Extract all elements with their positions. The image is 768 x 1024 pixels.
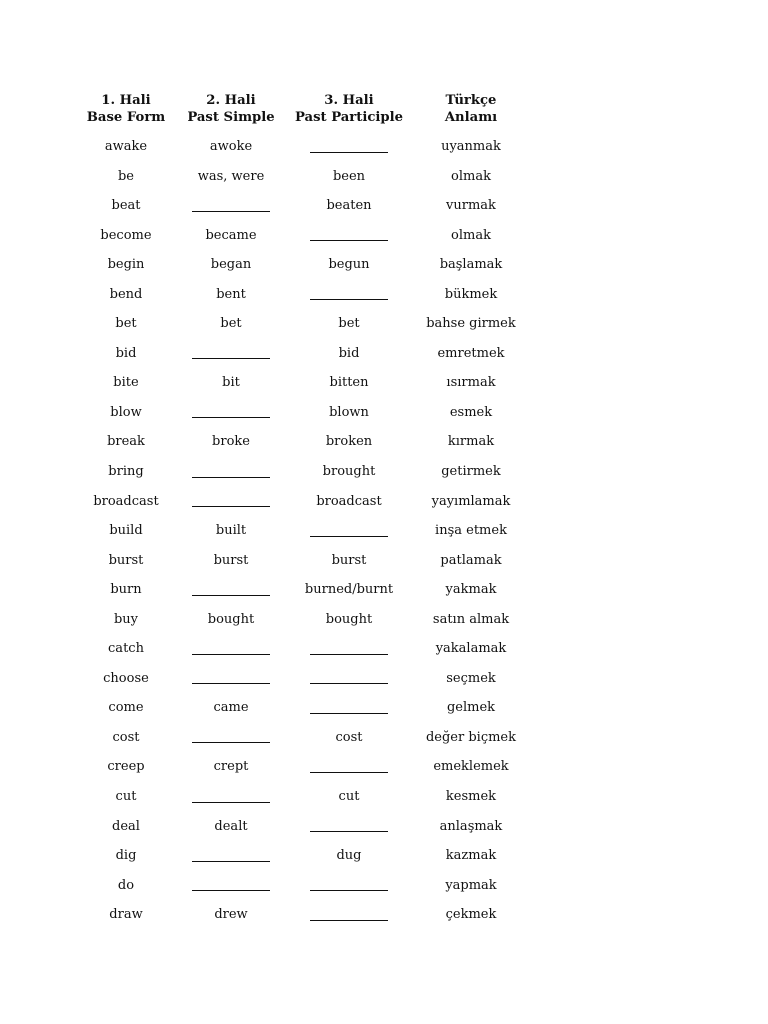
- blank-line[interactable]: [310, 910, 388, 921]
- cell-past-participle: bitten: [329, 375, 369, 391]
- table-row: [66, 581, 594, 611]
- cell-past-participle: burned/burnt: [304, 582, 394, 598]
- cell-past-participle: [276, 138, 422, 156]
- cell-past-participle: [276, 286, 422, 304]
- blank-line[interactable]: [192, 348, 270, 359]
- verb-table: [66, 92, 594, 936]
- cell-past-participle: [276, 670, 422, 688]
- cell-base-form: buy: [113, 611, 139, 627]
- blank-line[interactable]: [310, 673, 388, 684]
- cell-past-participle: bet: [338, 316, 360, 332]
- cell-turkish-meaning: vurmak: [446, 198, 496, 214]
- table-row: [66, 847, 594, 877]
- cell-past-simple: built: [215, 523, 247, 539]
- cell-past-participle: begun: [328, 257, 370, 273]
- header-past-participle: [276, 92, 422, 128]
- cell-past-simple: burst: [213, 552, 249, 568]
- cell-past-participle: bid: [338, 345, 360, 361]
- cell-turkish-meaning: seçmek: [446, 670, 496, 686]
- cell-past-participle: [276, 818, 422, 836]
- blank-line[interactable]: [310, 644, 388, 655]
- cell-past-participle: [276, 699, 422, 717]
- cell-base-form: blow: [110, 404, 142, 420]
- table-row: [66, 433, 594, 463]
- cell-past-simple: was, were: [197, 168, 265, 184]
- cell-past-simple: drew: [214, 907, 248, 923]
- cell-turkish-meaning: patlamak: [440, 552, 502, 568]
- table-row: [66, 670, 594, 700]
- cell-past-simple: [186, 463, 276, 481]
- cell-past-simple: [186, 847, 276, 865]
- blank-line[interactable]: [192, 407, 270, 418]
- cell-past-simple: bet: [220, 316, 242, 332]
- cell-past-participle: cost: [335, 729, 363, 745]
- table-row: [66, 256, 594, 286]
- table-header: [66, 92, 594, 128]
- blank-line[interactable]: [310, 880, 388, 891]
- cell-base-form: come: [108, 700, 144, 716]
- table-row: [66, 640, 594, 670]
- table-row: [66, 788, 594, 818]
- cell-base-form: catch: [108, 641, 144, 657]
- cell-past-simple: [186, 581, 276, 599]
- cell-past-simple: crept: [213, 759, 249, 775]
- header-past-simple: [186, 92, 276, 128]
- cell-past-simple: [186, 670, 276, 688]
- cell-base-form: awake: [104, 139, 148, 154]
- cell-base-form: choose: [103, 670, 149, 686]
- cell-base-form: bet: [115, 316, 137, 332]
- table-row: [66, 463, 594, 493]
- blank-line[interactable]: [310, 821, 388, 832]
- table-row: [66, 315, 594, 345]
- table-row: [66, 522, 594, 552]
- cell-base-form: do: [117, 877, 135, 893]
- cell-turkish-meaning: değer biçmek: [425, 729, 517, 745]
- table-row: [66, 168, 594, 198]
- blank-line[interactable]: [192, 732, 270, 743]
- cell-base-form: cut: [115, 789, 137, 805]
- cell-past-participle: brought: [322, 464, 376, 480]
- cell-turkish-meaning: çekmek: [445, 907, 497, 923]
- cell-base-form: cost: [112, 729, 140, 745]
- cell-turkish-meaning: bahse girmek: [426, 316, 516, 332]
- cell-turkish-meaning: satın almak: [432, 611, 510, 627]
- cell-turkish-meaning: emretmek: [437, 345, 505, 361]
- table-row: [66, 286, 594, 316]
- table-row: [66, 374, 594, 404]
- table-row: [66, 404, 594, 434]
- table-body: [66, 138, 594, 936]
- cell-turkish-meaning: yakmak: [445, 582, 497, 598]
- cell-base-form: burst: [108, 552, 144, 568]
- blank-line[interactable]: [192, 644, 270, 655]
- blank-line[interactable]: [192, 201, 270, 212]
- cell-past-simple: became: [205, 227, 257, 243]
- cell-past-participle: been: [332, 168, 366, 184]
- table-row: [66, 729, 594, 759]
- cell-base-form: broadcast: [93, 493, 159, 509]
- blank-line[interactable]: [310, 526, 388, 537]
- cell-base-form: creep: [107, 759, 145, 775]
- cell-base-form: be: [117, 168, 134, 184]
- header-turkish-meaning-line1: Türkçe: [445, 93, 497, 108]
- cell-past-simple: bent: [216, 286, 246, 302]
- blank-line[interactable]: [192, 467, 270, 478]
- cell-past-participle: broadcast: [316, 493, 382, 509]
- cell-past-participle: [276, 640, 422, 658]
- cell-past-simple: [186, 345, 276, 363]
- cell-past-participle: cut: [338, 789, 360, 805]
- blank-line[interactable]: [192, 792, 270, 803]
- cell-base-form: burn: [110, 582, 142, 598]
- cell-past-simple: broke: [212, 434, 250, 450]
- cell-base-form: bite: [113, 375, 139, 391]
- cell-past-participle: [276, 522, 422, 540]
- cell-past-participle: [276, 877, 422, 895]
- cell-past-simple: began: [210, 257, 252, 273]
- cell-past-participle: [276, 227, 422, 245]
- header-past-participle-line1: 3. Hali: [324, 93, 374, 108]
- cell-base-form: beat: [111, 198, 141, 214]
- header-turkish-meaning-line2: Anlamı: [444, 110, 498, 125]
- table-row: [66, 227, 594, 257]
- table-row: [66, 818, 594, 848]
- cell-turkish-meaning: emeklemek: [433, 759, 509, 775]
- table-row: [66, 877, 594, 907]
- table-row: [66, 345, 594, 375]
- cell-turkish-meaning: ısırmak: [446, 375, 496, 391]
- cell-past-simple: bought: [207, 611, 255, 627]
- header-turkish-meaning: [422, 92, 520, 128]
- cell-past-simple: bit: [222, 375, 240, 391]
- cell-base-form: dig: [115, 848, 137, 864]
- table-row: [66, 197, 594, 227]
- cell-base-form: build: [109, 523, 143, 539]
- cell-past-simple: awoke: [209, 139, 253, 154]
- cell-past-simple: [186, 729, 276, 747]
- blank-line[interactable]: [310, 289, 388, 300]
- table-row: [66, 758, 594, 788]
- cell-base-form: deal: [112, 818, 140, 834]
- cell-base-form: break: [107, 434, 145, 450]
- cell-past-participle: burst: [331, 552, 367, 568]
- blank-line[interactable]: [310, 230, 388, 241]
- cell-base-form: begin: [107, 257, 145, 273]
- header-base-form: [66, 92, 186, 128]
- blank-line[interactable]: [310, 142, 388, 153]
- cell-turkish-meaning: olmak: [451, 227, 491, 243]
- header-past-simple-line2: Past Simple: [187, 110, 275, 125]
- cell-past-simple: [186, 640, 276, 658]
- blank-line[interactable]: [310, 703, 388, 714]
- cell-past-participle: blown: [329, 404, 369, 420]
- cell-past-simple: came: [213, 700, 249, 716]
- cell-turkish-meaning: başlamak: [439, 257, 503, 273]
- cell-past-participle: dug: [336, 848, 362, 864]
- table-row: [66, 611, 594, 641]
- cell-base-form: bring: [108, 464, 144, 480]
- cell-turkish-meaning: esmek: [449, 404, 493, 420]
- cell-past-simple: dealt: [214, 818, 248, 834]
- cell-turkish-meaning: getirmek: [441, 464, 501, 480]
- cell-turkish-meaning: olmak: [451, 168, 491, 184]
- cell-turkish-meaning: yapmak: [445, 877, 497, 893]
- header-past-simple-line1: 2. Hali: [206, 93, 256, 108]
- blank-line[interactable]: [192, 585, 270, 596]
- blank-line[interactable]: [192, 851, 270, 862]
- table-row: [66, 138, 594, 168]
- blank-line[interactable]: [192, 496, 270, 507]
- cell-turkish-meaning: anlaşmak: [439, 818, 503, 834]
- blank-line[interactable]: [192, 880, 270, 891]
- cell-turkish-meaning: kırmak: [447, 434, 495, 450]
- table-row: [66, 493, 594, 523]
- cell-turkish-meaning: uyanmak: [441, 139, 501, 154]
- blank-line[interactable]: [310, 762, 388, 773]
- cell-past-participle: broken: [325, 434, 373, 450]
- cell-turkish-meaning: bükmek: [444, 286, 498, 302]
- cell-past-simple: [186, 788, 276, 806]
- header-base-form-line2: Base Form: [86, 110, 166, 125]
- cell-base-form: become: [100, 227, 152, 243]
- cell-base-form: bend: [109, 286, 143, 302]
- table-row: [66, 906, 594, 936]
- cell-past-participle: [276, 758, 422, 776]
- cell-past-participle: bought: [325, 611, 373, 627]
- header-past-participle-line2: Past Participle: [294, 110, 404, 125]
- blank-line[interactable]: [192, 673, 270, 684]
- cell-turkish-meaning: inşa etmek: [435, 523, 507, 539]
- cell-base-form: draw: [109, 907, 143, 923]
- cell-past-simple: [186, 404, 276, 422]
- cell-past-participle: [276, 906, 422, 924]
- header-base-form-line1: 1. Hali: [101, 93, 151, 108]
- cell-past-simple: [186, 877, 276, 895]
- cell-past-simple: [186, 197, 276, 215]
- cell-turkish-meaning: kazmak: [445, 848, 497, 864]
- table-row: [66, 699, 594, 729]
- cell-turkish-meaning: gelmek: [446, 700, 496, 716]
- cell-turkish-meaning: yakalamak: [435, 641, 507, 657]
- cell-past-simple: [186, 493, 276, 511]
- cell-turkish-meaning: yayımlamak: [431, 493, 511, 509]
- table-row: [66, 552, 594, 582]
- cell-past-participle: beaten: [326, 198, 372, 214]
- cell-base-form: bid: [115, 345, 137, 361]
- cell-turkish-meaning: kesmek: [445, 789, 497, 805]
